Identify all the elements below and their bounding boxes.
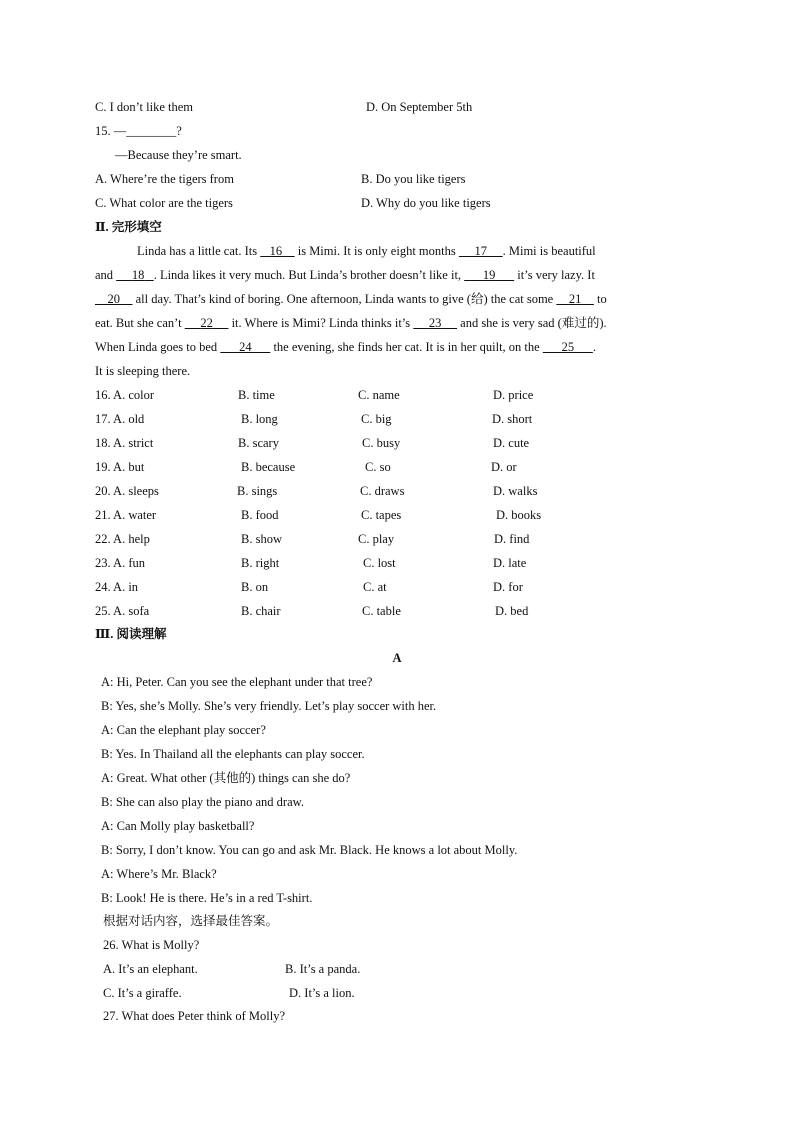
option-16-c: C. name [358, 388, 400, 402]
q14-option-c: C. I don’t like them [95, 100, 194, 114]
cloze-text: is Mimi. It is only eight months [294, 244, 459, 258]
dialogue-line: A: Can Molly play basketball? [101, 819, 255, 833]
cloze-text: Linda has a little cat. Its [137, 244, 261, 258]
option-24-d: D. for [493, 580, 523, 594]
cloze-blank-17: 17 [474, 244, 487, 258]
option-21-c: C. tapes [361, 508, 402, 522]
cloze-text: to [593, 292, 607, 306]
option-23-c: C. lost [363, 556, 396, 570]
option-20-d: D. walks [493, 484, 538, 498]
cloze-line-3 [95, 291, 700, 307]
option-22-c: C. play [358, 532, 395, 546]
cloze-line-5 [95, 339, 700, 355]
cloze-text: it. Where is Mimi? Linda thinks it’s [228, 316, 414, 330]
option-25-a: 25. A. sofa [95, 604, 150, 618]
option-21-a: 21. A. water [95, 508, 157, 522]
dialogue-line: A: Hi, Peter. Can you see the elephant under that tree? [101, 675, 373, 689]
cloze-blank-25: 25 [561, 340, 575, 354]
option-20-b: B. sings [237, 484, 278, 498]
option-23-d: D. late [493, 556, 527, 570]
q15-answer: —Because they’re smart. [115, 148, 242, 162]
option-25-c: C. table [362, 604, 401, 618]
cloze-blank-24: 24 [239, 340, 252, 354]
dialogue-line: B: She can also play the piano and draw. [101, 795, 304, 809]
option-17-b: B. long [241, 412, 278, 426]
q26-option-b: B. It’s a panda. [285, 962, 361, 976]
cloze-text: . Linda likes it very much. But Linda’s brother doesn’t like it, [153, 268, 465, 282]
cloze-text: and [95, 268, 117, 282]
option-21-d: D. books [496, 508, 542, 522]
option-19-a: 19. A. but [95, 460, 145, 474]
cloze-blank-22: 22 [200, 316, 213, 330]
cloze-text: and she is very sad (难过的). [457, 316, 607, 330]
option-16-a: 16. A. color [95, 388, 155, 402]
cloze-blank-16: 16 [269, 244, 283, 258]
dialogue-line: B: Yes. In Thailand all the elephants can play soccer. [101, 747, 365, 761]
option-19-b: B. because [241, 460, 296, 474]
option-18-b: B. scary [238, 436, 279, 450]
q26-option-a: A. It’s an elephant. [103, 962, 198, 976]
cloze-text: it’s very lazy. It [514, 268, 595, 282]
option-25-b: B. chair [241, 604, 281, 618]
q26-stem: 26. What is Molly? [103, 938, 200, 952]
dialogue-line: B: Yes, she’s Molly. She’s very friendly. Let’s play soccer with her. [101, 699, 437, 713]
option-24-a: 24. A. in [95, 580, 139, 594]
q26-option-d: D. It’s a lion. [289, 986, 355, 1000]
cloze-blank-23: 23 [428, 316, 442, 330]
option-18-c: C. busy [362, 436, 401, 450]
reading-instruction: 根据对话内容，选择最佳答案。 [103, 914, 279, 928]
option-17-a: 17. A. old [95, 412, 145, 426]
q15-option-c: C. What color are the tigers [95, 196, 233, 210]
dialogue-line: B: Sorry, I don’t know. You can go and ask Mr. Black. He knows a lot about Molly. [101, 843, 518, 857]
cloze-blank-20: 20 [107, 292, 120, 306]
option-18-d: D. cute [493, 436, 530, 450]
cloze-blank-19: 19 [482, 268, 496, 282]
option-19-c: C. so [365, 460, 391, 474]
q14-option-d: D. On September 5th [366, 100, 473, 114]
option-20-c: C. draws [360, 484, 405, 498]
section-title-cloze: Ⅱ. 完形填空 [95, 220, 162, 234]
dialogue-line: A: Can the elephant play soccer? [101, 723, 266, 737]
q27-stem: 27. What does Peter think of Molly? [103, 1009, 286, 1023]
cloze-line-4 [95, 315, 700, 331]
option-21-b: B. food [241, 508, 279, 522]
cloze-line-2 [95, 267, 700, 283]
cloze-blank-18: 18 [131, 268, 145, 282]
option-24-b: B. on [241, 580, 269, 594]
option-22-d: D. find [494, 532, 530, 546]
option-22-a: 22. A. help [95, 532, 150, 546]
cloze-blank-21: 21 [568, 292, 582, 306]
section-title-reading: Ⅲ. 阅读理解 [95, 627, 167, 641]
cloze-text: When Linda goes to bed [95, 340, 221, 354]
q15-option-b: B. Do you like tigers [361, 172, 466, 186]
option-16-d: D. price [493, 388, 534, 402]
option-25-d: D. bed [495, 604, 529, 618]
option-18-a: 18. A. strict [95, 436, 154, 450]
q15-stem: 15. —________? [95, 124, 182, 138]
option-20-a: 20. A. sleeps [95, 484, 159, 498]
option-24-c: C. at [363, 580, 387, 594]
cloze-text: . [592, 340, 596, 354]
q26-option-c: C. It’s a giraffe. [103, 986, 182, 1000]
cloze-text: the evening, she finds her cat. It is in her quilt, on the [270, 340, 543, 354]
option-22-b: B. show [241, 532, 282, 546]
q15-option-d: D. Why do you like tigers [361, 196, 491, 210]
dialogue-line: B: Look! He is there. He’s in a red T-shirt. [101, 891, 313, 905]
option-17-d: D. short [492, 412, 533, 426]
passage-label: A [392, 651, 402, 665]
cloze-text: all day. That’s kind of boring. One afternoon, Linda wants to give (给) the cat some [132, 292, 557, 306]
option-19-d: D. or [491, 460, 517, 474]
option-16-b: B. time [238, 388, 275, 402]
dialogue-line: A: Where’s Mr. Black? [101, 867, 217, 881]
cloze-text: eat. But she can’t [95, 316, 185, 330]
cloze-line-6: It is sleeping there. [95, 364, 191, 378]
q15-option-a: A. Where’re the tigers from [95, 172, 234, 186]
option-17-c: C. big [361, 412, 392, 426]
cloze-text: . Mimi is beautiful [502, 244, 596, 258]
cloze-line-1 [137, 243, 700, 259]
option-23-a: 23. A. fun [95, 556, 145, 570]
option-23-b: B. right [241, 556, 280, 570]
dialogue-line: A: Great. What other (其他的) things can she do? [101, 771, 351, 785]
